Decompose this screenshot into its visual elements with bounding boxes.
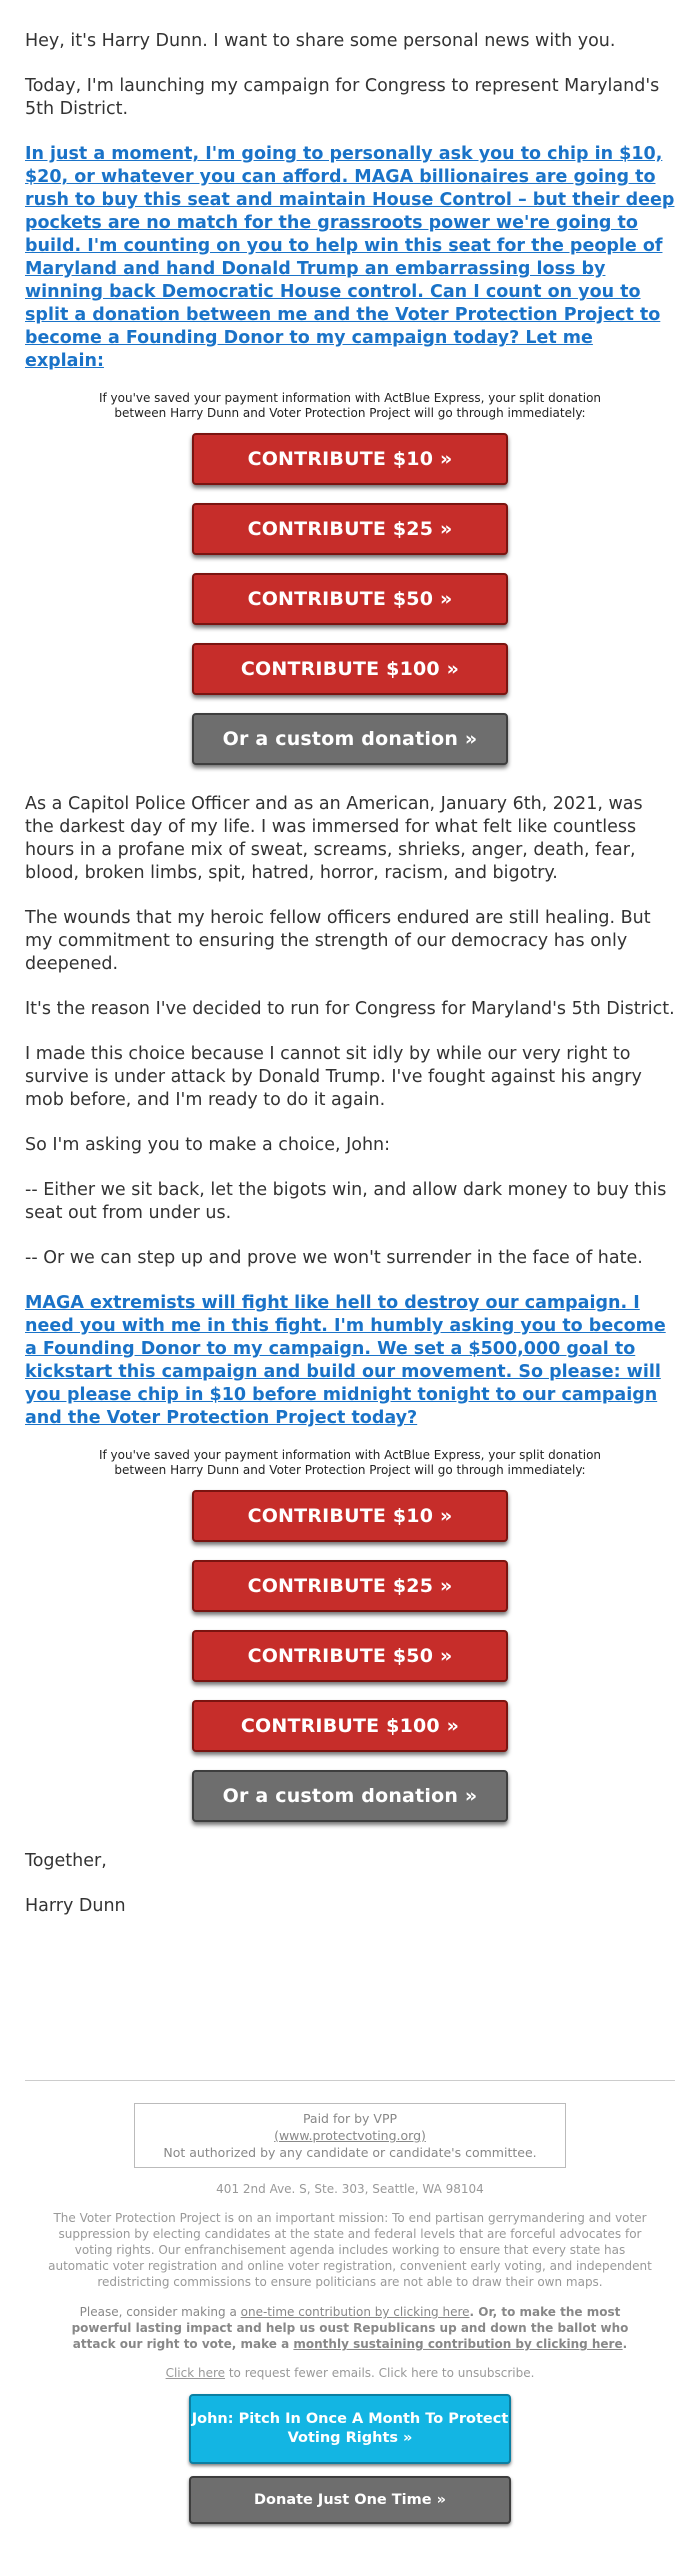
consider-end: . <box>622 2337 628 2351</box>
one-time-contribution-link[interactable]: one-time contribution by clicking here <box>240 2305 470 2319</box>
consider-mid: . Or, to make the most powerful lasting impact and help us oust Republicans up and down the ballot who attack our right to vote, make a <box>71 2305 629 2351</box>
sign-off: Together, <box>25 1851 107 1871</box>
custom-donation-button[interactable]: Or a custom donation » <box>192 1770 508 1822</box>
contribute-100-button[interactable]: CONTRIBUTE $100 » <box>192 643 508 695</box>
footer <box>25 2080 675 2524</box>
lead-paragraph <box>25 143 675 373</box>
paragraph-wounds: The wounds that my heroic fellow officers endured are still healing. But my commitment to ensuring the strength of our democracy has only deepened. <box>25 908 651 974</box>
paragraph-reason: It's the reason I've decided to run for Congress for Maryland's 5th District. <box>25 999 675 1019</box>
unsubscribe-text <box>25 2366 675 2380</box>
paragraph-choice: I made this choice because I cannot sit idly by while our very right to survive is under attack by Donald Trump. I've fought against his angry mob before, and I'm ready to do it again. <box>25 1044 642 1110</box>
one-time-donation-button[interactable]: Donate Just One Time » <box>189 2476 511 2524</box>
not-authorized-text: Not authorized by any candidate or candidate's committee. <box>163 2145 537 2160</box>
lead-link-2[interactable]: MAGA extremists will fight like hell to destroy our campaign. I need you with me in this fight. I'm humbly asking you to become a Founding Donor to my campaign. We set a $500,000 goal to kickstart this campaign and build our movement. So please: will you please chip in $10 before midnight tonight to our campaign and the Voter Protection Project today? <box>25 1293 666 1428</box>
fewer-emails-link[interactable]: Click here <box>165 2366 226 2380</box>
paragraph-jan6: As a Capitol Police Officer and as an American, January 6th, 2021, was the darkest day of my life. I was immersed for what felt like countless hours in a profane mix of sweat, screams, shrieks, anger, death, fear, blood, broken limbs, spit, hatred, horror, racism, and bigotry. <box>25 794 643 883</box>
paid-for-box <box>134 2103 566 2168</box>
donation-buttons-top <box>25 433 675 783</box>
unsubscribe-rest: to request fewer emails. Click here to unsubscribe. <box>225 2366 535 2380</box>
paid-for-url-link[interactable]: (www.protectvoting.org) <box>274 2128 426 2143</box>
lead-paragraph-2 <box>25 1292 675 1430</box>
contribute-10-button[interactable]: CONTRIBUTE $10 » <box>192 1490 508 1542</box>
contribute-100-button[interactable]: CONTRIBUTE $100 » <box>192 1700 508 1752</box>
lead-link[interactable]: In just a moment, I'm going to personally ask you to chip in $10, $20, or whatever you can afford. MAGA billionaires are going to rush to buy this seat and maintain House Control – but their deep pockets are no match for the grassroots power we're going to build. I'm counting on you to help win this seat for the people of Maryland and hand Donald Trump an embarrassing loss by winning back Democratic House control. Can I count on you to split a donation between me and the Voter Protection Project to become a Founding Donor to my campaign today? Let me explain: <box>25 144 675 371</box>
monthly-donation-button[interactable]: John: Pitch In Once A Month To Protect Voting Rights » <box>189 2394 511 2464</box>
intro: Today, I'm launching my campaign for Congress to represent Maryland's 5th District. <box>25 76 660 119</box>
monthly-contribution-link[interactable]: monthly sustaining contribution by clicking here <box>293 2337 623 2351</box>
paid-for-text: Paid for by VPP <box>302 2111 398 2126</box>
signature: Harry Dunn <box>25 1896 126 1916</box>
actblue-note-2: If you've saved your payment information with ActBlue Express, your split donation between Harry Dunn and Voter Protection Project will go through immediately: <box>98 1448 602 1477</box>
address: 401 2nd Ave. S, Ste. 303, Seattle, WA 98104 <box>216 2182 484 2196</box>
greeting: Hey, it's Harry Dunn. I want to share some personal news with you. <box>25 31 616 51</box>
spacer <box>25 1940 675 2080</box>
contribute-50-button[interactable]: CONTRIBUTE $50 » <box>192 573 508 625</box>
consider-pre: Please, consider making a <box>79 2305 241 2319</box>
contribute-25-button[interactable]: CONTRIBUTE $25 » <box>192 1560 508 1612</box>
contribute-50-button[interactable]: CONTRIBUTE $50 » <box>192 1630 508 1682</box>
contribute-25-button[interactable]: CONTRIBUTE $25 » <box>192 503 508 555</box>
consider-text <box>55 2304 645 2352</box>
paragraph-either: -- Either we sit back, let the bigots win, and allow dark money to buy this seat out from under us. <box>25 1180 667 1223</box>
actblue-note: If you've saved your payment information with ActBlue Express, your split donation between Harry Dunn and Voter Protection Project will go through immediately: <box>98 391 602 420</box>
paragraph-ask: So I'm asking you to make a choice, John: <box>25 1135 391 1155</box>
paragraph-or: -- Or we can step up and prove we won't surrender in the face of hate. <box>25 1248 643 1268</box>
donation-buttons-bottom <box>25 1490 675 1840</box>
mission-statement: The Voter Protection Project is on an important mission: To end partisan gerrymandering and voter suppression by electing candidates at the state and federal levels that are forceful advocates for voting rights. Our enfranchisement agenda includes working to ensure that every state has automatic voter registration and online voter registration, convenient early voting, and independent redistricting commissions to ensure politicians are not able to draw their own maps. <box>48 2211 652 2289</box>
contribute-10-button[interactable]: CONTRIBUTE $10 » <box>192 433 508 485</box>
custom-donation-button[interactable]: Or a custom donation » <box>192 713 508 765</box>
